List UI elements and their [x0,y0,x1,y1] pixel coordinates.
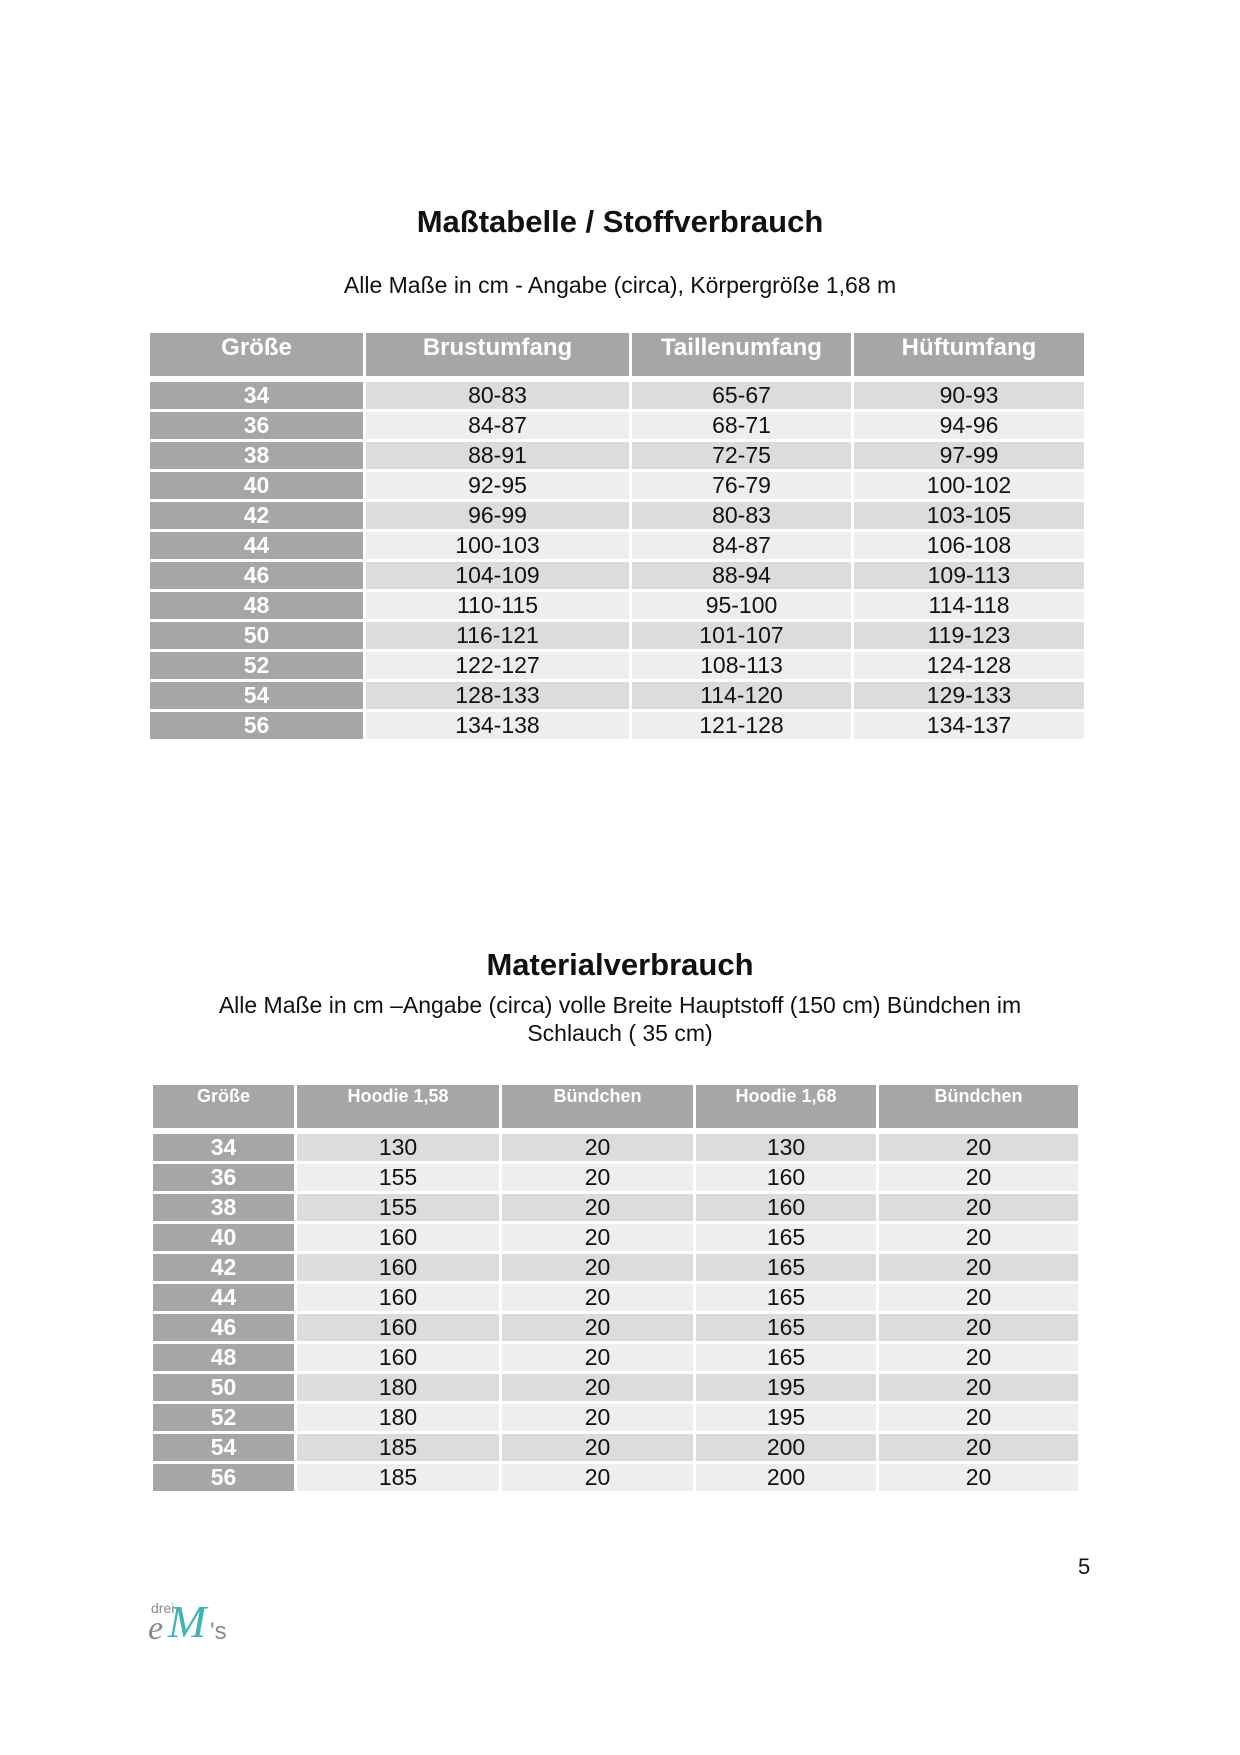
material-chart-value-cell: 195 [696,1404,876,1431]
size-chart-value-cell: 96-99 [366,502,629,529]
material-chart-value-cell: 195 [696,1374,876,1401]
size-chart-value-cell: 108-113 [632,652,851,679]
size-chart-value-cell: 72-75 [632,442,851,469]
size-chart-value-cell: 80-83 [366,382,629,409]
material-chart-value-cell: 20 [879,1314,1078,1341]
material-chart-title: Materialverbrauch [486,947,754,982]
drei-ems-logo [148,1595,238,1655]
material-chart-subtitle-line1: Alle Maße in cm –Angabe (circa) volle Breite Hauptstoff (150 cm) Bündchen im [218,992,1022,1018]
material-chart-header-cell: Größe [153,1085,294,1128]
logo-word-drei: drei [151,1600,175,1616]
size-chart-value-cell: 80-83 [632,502,851,529]
material-chart-size-cell: 36 [153,1164,294,1191]
size-chart-value-cell: 100-102 [854,472,1084,499]
material-chart-value-cell: 165 [696,1284,876,1311]
material-chart-value-cell: 20 [502,1254,693,1281]
material-chart-value-cell: 165 [696,1314,876,1341]
size-chart-table [147,330,1087,742]
size-chart-value-cell: 134-137 [854,712,1084,739]
size-chart-value-cell: 106-108 [854,532,1084,559]
size-chart-value-cell: 114-118 [854,592,1084,619]
material-chart-value-cell: 20 [502,1134,693,1161]
material-chart-value-cell: 185 [297,1464,499,1491]
material-chart-size-cell: 54 [153,1434,294,1461]
size-chart-size-cell: 40 [150,472,363,499]
size-chart-row [150,442,1084,469]
material-chart-size-cell: 44 [153,1284,294,1311]
material-chart-row [153,1314,1078,1341]
material-chart-size-cell: 56 [153,1464,294,1491]
size-chart-row [150,562,1084,589]
size-chart-size-cell: 54 [150,682,363,709]
material-chart-value-cell: 20 [879,1464,1078,1491]
material-chart-value-cell: 20 [879,1254,1078,1281]
size-chart-value-cell: 110-115 [366,592,629,619]
size-chart-value-cell: 90-93 [854,382,1084,409]
material-chart-value-cell: 160 [696,1164,876,1191]
material-chart-value-cell: 20 [879,1434,1078,1461]
material-chart-value-cell: 200 [696,1434,876,1461]
size-chart-value-cell: 101-107 [632,622,851,649]
size-chart-value-cell: 124-128 [854,652,1084,679]
size-chart-value-cell: 119-123 [854,622,1084,649]
material-chart-value-cell: 200 [696,1464,876,1491]
size-chart-value-cell: 134-138 [366,712,629,739]
size-chart-size-cell: 42 [150,502,363,529]
material-chart-header-row [153,1085,1078,1128]
material-chart-value-cell: 185 [297,1434,499,1461]
material-chart-size-cell: 34 [153,1134,294,1161]
material-chart-row [153,1224,1078,1251]
material-chart-value-cell: 20 [502,1194,693,1221]
size-chart-header-row [150,333,1084,376]
material-chart-value-cell: 20 [879,1224,1078,1251]
size-chart-header-cell: Brustumfang [366,333,629,376]
size-chart-size-cell: 48 [150,592,363,619]
material-chart-value-cell: 20 [502,1284,693,1311]
material-chart-row [153,1284,1078,1311]
size-chart-value-cell: 94-96 [854,412,1084,439]
material-chart-header-cell: Hoodie 1,58 [297,1085,499,1128]
material-chart-value-cell: 20 [502,1224,693,1251]
material-chart-row [153,1374,1078,1401]
size-chart-size-cell: 56 [150,712,363,739]
material-chart-table [150,1082,1081,1494]
material-chart-size-cell: 40 [153,1224,294,1251]
size-chart-value-cell: 103-105 [854,502,1084,529]
material-chart-value-cell: 20 [502,1164,693,1191]
size-chart-size-cell: 34 [150,382,363,409]
size-chart-size-cell: 36 [150,412,363,439]
size-chart-size-cell: 50 [150,622,363,649]
size-chart-value-cell: 122-127 [366,652,629,679]
material-chart-size-cell: 52 [153,1404,294,1431]
material-chart-size-cell: 38 [153,1194,294,1221]
material-chart-value-cell: 160 [297,1284,499,1311]
size-chart-header-cell: Hüftumfang [854,333,1084,376]
size-chart-subtitle: Alle Maße in cm - Angabe (circa), Körpergröße 1,68 m [343,272,897,298]
material-chart-value-cell: 20 [502,1314,693,1341]
material-chart-value-cell: 20 [879,1374,1078,1401]
material-chart-value-cell: 155 [297,1164,499,1191]
material-chart-value-cell: 165 [696,1254,876,1281]
size-chart-value-cell: 128-133 [366,682,629,709]
size-chart-value-cell: 88-94 [632,562,851,589]
material-chart-value-cell: 160 [297,1344,499,1371]
size-chart-header-cell: Taillenumfang [632,333,851,376]
material-chart-header-cell: Bündchen [502,1085,693,1128]
material-chart-size-cell: 50 [153,1374,294,1401]
page-number: 5 [1078,1554,1091,1579]
material-chart-value-cell: 20 [879,1344,1078,1371]
material-chart-row [153,1344,1078,1371]
material-chart-value-cell: 20 [879,1284,1078,1311]
logo-letter-s: 's [210,1618,227,1645]
material-chart-value-cell: 160 [297,1314,499,1341]
size-chart-size-cell: 38 [150,442,363,469]
size-chart-header-cell: Größe [150,333,363,376]
material-chart-value-cell: 20 [879,1194,1078,1221]
size-chart-title: Maßtabelle / Stoffverbrauch [416,204,824,239]
size-chart-value-cell: 97-99 [854,442,1084,469]
size-chart-value-cell: 76-79 [632,472,851,499]
size-chart-row [150,652,1084,679]
size-chart-size-cell: 52 [150,652,363,679]
size-chart-value-cell: 109-113 [854,562,1084,589]
size-chart-value-cell: 92-95 [366,472,629,499]
material-chart-value-cell: 180 [297,1374,499,1401]
material-chart-value-cell: 20 [502,1404,693,1431]
logo-letter-e: e [148,1610,164,1647]
material-chart-value-cell: 20 [502,1434,693,1461]
size-chart-row [150,412,1084,439]
material-chart-subtitle-line2: Schlauch ( 35 cm) [527,1020,713,1046]
material-chart-value-cell: 20 [879,1164,1078,1191]
logo-letter-m: M [168,1596,207,1647]
size-chart-size-cell: 46 [150,562,363,589]
material-chart-row [153,1464,1078,1491]
size-chart-size-cell: 44 [150,532,363,559]
size-chart-row [150,532,1084,559]
material-chart-row [153,1254,1078,1281]
size-chart-value-cell: 100-103 [366,532,629,559]
material-chart-value-cell: 130 [696,1134,876,1161]
size-chart-row [150,682,1084,709]
size-chart-row [150,472,1084,499]
size-chart-value-cell: 84-87 [632,532,851,559]
material-chart-row [153,1164,1078,1191]
size-chart-value-cell: 65-67 [632,382,851,409]
material-chart-row [153,1434,1078,1461]
material-chart-value-cell: 165 [696,1224,876,1251]
material-chart-value-cell: 20 [502,1344,693,1371]
size-chart-value-cell: 114-120 [632,682,851,709]
size-chart-row [150,382,1084,409]
material-chart-row [153,1134,1078,1161]
size-chart-row [150,712,1084,739]
material-chart-size-cell: 46 [153,1314,294,1341]
material-chart-value-cell: 130 [297,1134,499,1161]
size-chart-value-cell: 129-133 [854,682,1084,709]
size-chart-row [150,502,1084,529]
size-chart-row [150,592,1084,619]
material-chart-value-cell: 160 [696,1194,876,1221]
material-chart-value-cell: 165 [696,1344,876,1371]
size-chart-value-cell: 84-87 [366,412,629,439]
material-chart-value-cell: 155 [297,1194,499,1221]
material-chart-header-cell: Bündchen [879,1085,1078,1128]
material-chart-value-cell: 160 [297,1224,499,1251]
material-chart-size-cell: 42 [153,1254,294,1281]
size-chart-value-cell: 95-100 [632,592,851,619]
material-chart-row [153,1194,1078,1221]
size-chart-value-cell: 68-71 [632,412,851,439]
material-chart-value-cell: 20 [879,1404,1078,1431]
material-chart-value-cell: 180 [297,1404,499,1431]
size-chart-value-cell: 104-109 [366,562,629,589]
material-chart-value-cell: 20 [879,1134,1078,1161]
material-chart-value-cell: 20 [502,1374,693,1401]
size-chart-value-cell: 88-91 [366,442,629,469]
material-chart-header-cell: Hoodie 1,68 [696,1085,876,1128]
size-chart-value-cell: 121-128 [632,712,851,739]
material-chart-row [153,1404,1078,1431]
material-chart-value-cell: 160 [297,1254,499,1281]
material-chart-size-cell: 48 [153,1344,294,1371]
material-chart-value-cell: 20 [502,1464,693,1491]
size-chart-value-cell: 116-121 [366,622,629,649]
size-chart-row [150,622,1084,649]
